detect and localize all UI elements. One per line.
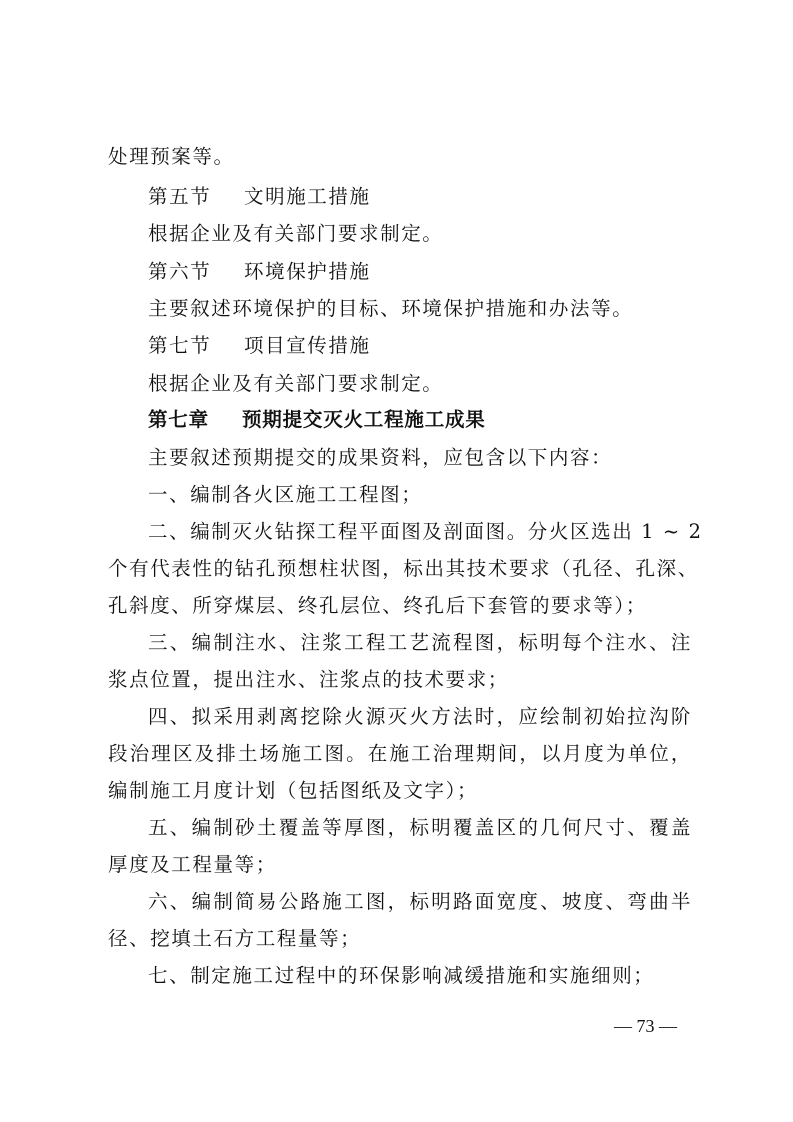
- list-item-line: 孔斜度、所穿煤层、终孔层位、终孔后下套管的要求等）；: [108, 594, 647, 617]
- list-item-line: 六、编制简易公路施工图，标明路面宽度、坡度、弯曲半: [148, 890, 692, 913]
- list-item-line: 段治理区及排土场施工图。在施工治理期间，以月度为单位，: [108, 742, 692, 765]
- paragraph-line: 主要叙述环境保护的目标、环境保护措施和办法等。: [148, 297, 634, 320]
- paragraph-line: 根据企业及有关部门要求制定。: [148, 222, 444, 245]
- section-heading: [148, 332, 692, 360]
- list-item-line: 三、编制注水、注浆工程工艺流程图，标明每个注水、注: [148, 631, 692, 654]
- page-number: — 73 —: [614, 1016, 677, 1036]
- section-number: 第五节: [148, 185, 212, 208]
- list-item-line: 二、编制灭火钻探工程平面图及剖面图。分火区选出 1 ~ 2: [148, 520, 703, 543]
- paragraph-line: 主要叙述预期提交的成果资料，应包含以下内容：: [148, 446, 613, 469]
- paragraph-line: 处理预案等。: [108, 145, 235, 168]
- list-item-line: 厚度及工程量等；: [108, 853, 277, 876]
- paragraph-line: 根据企业及有关部门要求制定。: [148, 372, 444, 395]
- chapter-heading: [148, 406, 692, 434]
- list-item-line: 个有代表性的钻孔预想柱状图，标出其技术要求（孔径、孔深、: [108, 557, 699, 580]
- section-title: 项目宣传措施: [244, 334, 371, 357]
- list-item-line: 浆点位置，提出注水、注浆点的技术要求；: [108, 668, 509, 691]
- list-item-line: 径、挖填土石方工程量等；: [108, 927, 362, 950]
- section-number: 第六节: [148, 260, 212, 283]
- section-heading: [148, 258, 692, 286]
- chapter-title: 预期提交灭火工程施工成果: [242, 408, 486, 431]
- list-item-line: 五、编制砂土覆盖等厚图，标明覆盖区的几何尺寸、覆盖: [148, 816, 692, 839]
- section-number: 第七节: [148, 334, 212, 357]
- section-heading: [148, 183, 692, 211]
- list-item-line: 四、拟采用剥离挖除火源灭火方法时，应绘制初始拉沟阶: [148, 705, 692, 728]
- list-item-line: 七、制定施工过程中的环保影响减缓措施和实施细则；: [148, 964, 655, 987]
- section-title: 环境保护措施: [244, 260, 371, 283]
- chapter-number: 第七章: [148, 408, 209, 431]
- list-item-line: 编制施工月度计划（包括图纸及文字）；: [108, 779, 479, 802]
- list-item-line: 一、编制各火区施工工程图；: [148, 483, 423, 506]
- section-title: 文明施工措施: [244, 185, 371, 208]
